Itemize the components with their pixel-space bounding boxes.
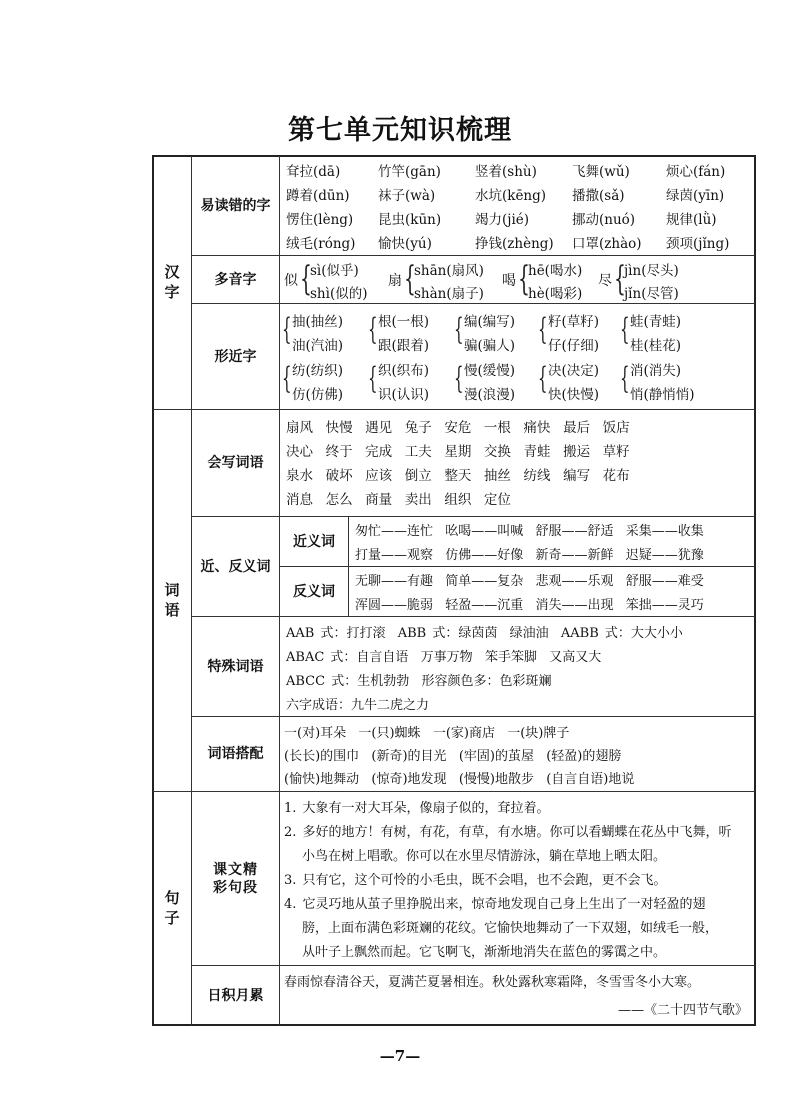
sub-rijiyuelei: 日积月累: [207, 987, 264, 1004]
xingjin-item: 籽(草籽): [548, 314, 600, 330]
word-row: 匆忙——连忙 吆喝——叫喊 舒服——舒适 采集——收集: [355, 524, 704, 539]
duoyin-reading: hē(喝水): [528, 263, 583, 279]
category-label: 句子: [164, 889, 180, 927]
duoyin-group: [386, 256, 504, 303]
duoyin-group: [282, 256, 400, 303]
brace-icon: {: [518, 259, 530, 299]
word-row: 六字成语：九牛二虎之力: [286, 698, 430, 713]
word-row: AAB 式：打打滚 ABB 式：绿茵茵 绿油油 AABB 式：大大小小: [286, 626, 683, 641]
xingjin-item: 仿(仿佛): [292, 387, 344, 403]
brace-icon: {: [538, 361, 548, 396]
xingjin-item: 消(消失): [630, 363, 682, 379]
sub-jinfan: 近、反义词: [200, 558, 271, 575]
word-item: 口罩(zhào): [572, 236, 642, 252]
category-label: 词语: [164, 581, 180, 619]
sub-kewen-label: 课文精彩句段: [213, 861, 258, 896]
word-row: ABAC 式：自言自语 万事万物 笨手笨脚 又高又大: [286, 650, 602, 665]
brace-icon: {: [368, 361, 378, 396]
word-row: 决心 终于 完成 工夫 星期 交换 青蛙 搬运 草籽: [286, 444, 630, 460]
xingjin-item: 纺(纺织): [292, 363, 344, 379]
sub-huixie: 会写词语: [207, 455, 264, 471]
sentence-line: 从叶子上飘然而起。它飞啊飞，渐渐地消失在蓝色的雾霭之中。: [302, 945, 667, 960]
sentence-line: 小鸟在树上唱歌。你可以在水里尽情游泳，躺在草地上晒太阳。: [302, 849, 667, 864]
word-item: 绒毛(róng): [286, 236, 356, 252]
sub-yidu: 易读错的字: [200, 197, 271, 214]
xingjin-block: [282, 305, 754, 409]
sub-fanyi: 反义词: [293, 583, 335, 600]
word-item: 挪动(nuó): [572, 212, 636, 228]
brace-icon: {: [282, 312, 292, 347]
duoyin-reading: hè(喝彩): [528, 286, 583, 302]
sub-jinyi: 近义词: [293, 533, 335, 550]
word-item: 规律(lǜ): [666, 212, 717, 228]
brace-icon: {: [404, 259, 416, 299]
category-label: 汉字: [164, 263, 180, 301]
brace-icon: {: [620, 312, 630, 347]
duoyin-char: 似: [284, 273, 298, 289]
word-row: 消息 怎么 商量 卖出 组织 定位: [286, 492, 511, 508]
duoyin-reading: sì(似乎): [310, 263, 359, 279]
brace-icon: {: [454, 361, 464, 396]
sentence-line: 3. 只有它，这个可怜的小毛虫，既不会唱，也不会跑，更不会飞。: [284, 873, 667, 888]
word-row: 打量——观察 仿佛——好像 新奇——新鲜 迟疑——犹豫: [355, 548, 704, 563]
xingjin-item: 慢(缓慢): [464, 363, 516, 379]
page-number: —7—: [379, 1047, 421, 1065]
duoyin-reading: shàn(扇子): [414, 286, 484, 302]
word-item: 颈项(jǐng): [666, 236, 730, 252]
word-row: 扇风 快慢 遇见 兔子 安危 一根 痛快 最后 饭店: [286, 420, 630, 436]
word-row: ABCC 式：生机勃勃 形容颜色多：色彩斑斓: [286, 674, 552, 689]
word-row: 无聊——有趣 简单——复杂 悲观——乐观 舒服——难受: [355, 574, 704, 589]
word-item: 竖着(shù): [475, 164, 537, 180]
brace-icon: {: [538, 312, 548, 347]
page-title: 第七单元知识梳理: [288, 115, 512, 146]
word-item: 飞舞(wǔ): [572, 164, 630, 180]
poem-source: ——《二十四节气歌》: [617, 1003, 748, 1018]
word-item: 蹲着(dūn): [286, 188, 350, 204]
xingjin-item: 抽(抽丝): [292, 314, 344, 330]
word-item: 竭力(jié): [475, 212, 530, 228]
word-row: 浑圆——脆弱 轻盈——沉重 消失——出现 笨拙——灵巧: [355, 598, 704, 613]
word-row: (愉快)地舞动 (惊奇)地发现 (慢慢)地散步 (自言自语)地说: [284, 772, 635, 787]
word-item: 挣钱(zhèng): [475, 236, 554, 252]
xingjin-item: 漫(浪漫): [464, 387, 516, 403]
duoyin-group: [596, 256, 714, 303]
word-item: 袜子(wà): [378, 188, 436, 204]
duoyin-char: 尽: [598, 273, 612, 289]
duoyin-reading: shān(扇风): [414, 263, 484, 279]
xingjin-item: 骗(骗人): [464, 338, 516, 354]
sub-xingjin: 形近字: [214, 348, 257, 365]
word-row: (长长)的围巾 (新奇)的目光 (牢固)的茧屋 (轻盈)的翅膀: [284, 749, 622, 764]
sentence-line: 2. 多好的地方！有树，有花，有草，有水塘。你可以看蝴蝶在花丛中飞舞，听: [284, 825, 732, 840]
brace-icon: {: [300, 259, 312, 299]
xingjin-item: 悄(静悄悄): [630, 387, 695, 403]
sentence-line: 4. 它灵巧地从茧子里挣脱出来，惊奇地发现自己身上生出了一对轻盈的翅: [284, 897, 706, 912]
xingjin-item: 根(一根): [378, 314, 430, 330]
word-item: 绿茵(yīn): [666, 188, 725, 204]
brace-icon: {: [454, 312, 464, 347]
xingjin-item: 油(汽油): [292, 338, 344, 354]
duoyin-reading: jǐn(尽管): [624, 286, 679, 302]
category-ciyu: [153, 580, 191, 620]
word-row: 泉水 破坏 应该 倒立 整天 抽丝 纺线 编写 花布: [286, 468, 630, 484]
poem-line: 春雨惊春清谷天，夏满芒夏暑相连。秋处露秋寒霜降，冬雪雪冬小大寒。: [284, 975, 701, 990]
word-item: 耷拉(dā): [286, 164, 341, 180]
sub-teshu: 特殊词语: [207, 658, 264, 675]
duoyin-reading: jìn(尽头): [624, 263, 679, 279]
sub-duoyin: 多音字: [214, 271, 257, 288]
word-item: 昆虫(kūn): [378, 212, 442, 228]
sub-kewen: [192, 792, 279, 965]
brace-icon: {: [282, 361, 292, 396]
brace-icon: {: [614, 259, 626, 299]
divider: [279, 566, 755, 567]
xingjin-item: 快(快慢): [548, 387, 600, 403]
word-item: 竹竿(gān): [378, 164, 441, 180]
brace-icon: {: [368, 312, 378, 347]
sentence-line: 膀，上面布满色彩斑斓的花纹。它愉快地舞动了一下双翅，如绒毛一般，: [302, 921, 719, 936]
xingjin-item: 蛙(青蛙): [630, 314, 682, 330]
category-hanzi: [153, 262, 191, 302]
word-item: 烦心(fán): [666, 164, 726, 180]
xingjin-item: 织(织布): [378, 363, 430, 379]
duoyin-char: 扇: [388, 273, 402, 289]
xingjin-item: 仔(仔细): [548, 338, 600, 354]
sub-dapei: 词语搭配: [207, 746, 264, 762]
word-item: 愣住(lèng): [286, 212, 354, 228]
xingjin-item: 识(认识): [378, 387, 430, 403]
category-juzi: [153, 888, 191, 928]
word-item: 水坑(kēng): [475, 188, 547, 204]
xingjin-item: 决(决定): [548, 363, 600, 379]
word-item: 播撒(sǎ): [572, 188, 625, 204]
yidu-grid: [286, 160, 756, 254]
sentence-line: 1. 大象有一对大耳朵，像扇子似的，耷拉着。: [284, 801, 550, 816]
xingjin-item: 编(编写): [464, 314, 516, 330]
duoyin-block: [282, 256, 754, 303]
xingjin-item: 跟(跟着): [378, 338, 430, 354]
duoyin-reading: shì(似的): [310, 286, 368, 302]
duoyin-char: 喝: [502, 273, 516, 289]
xingjin-item: 桂(桂花): [630, 338, 682, 354]
word-row: 一(对)耳朵 一(只)蜘蛛 一(家)商店 一(块)牌子: [284, 726, 570, 741]
brace-icon: {: [620, 361, 630, 396]
word-item: 愉快(yú): [378, 236, 432, 252]
